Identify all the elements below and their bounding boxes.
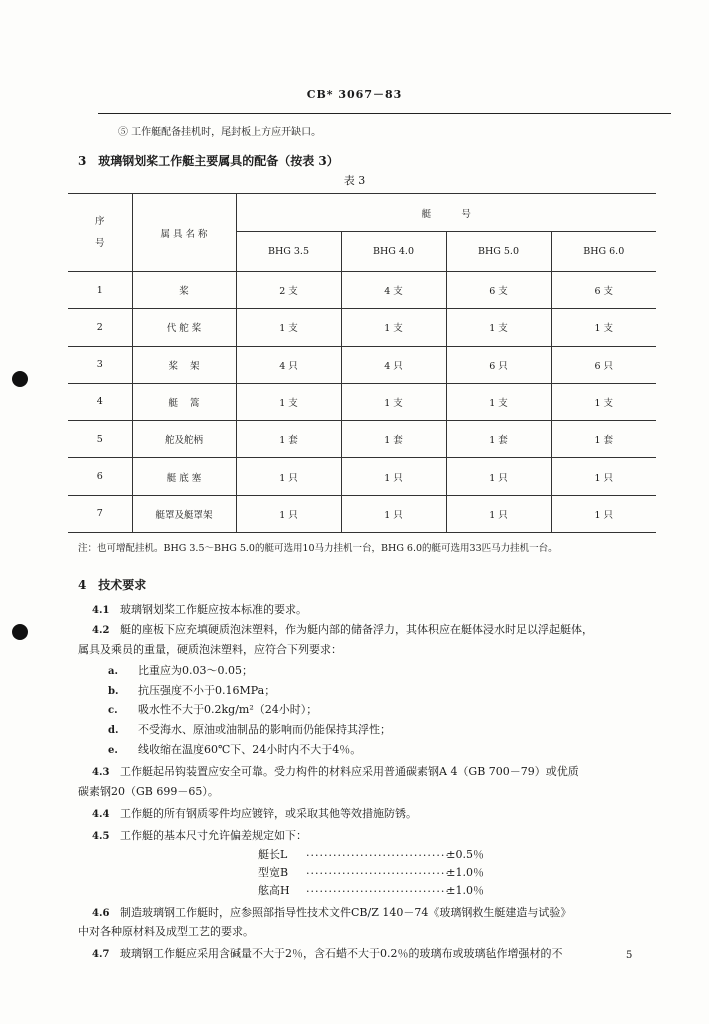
clause-text: 制造玻璃钢工作艇时，应参照部指导性技术文件CB/Z 140－74《玻璃钢救生艇建造与试验》 bbox=[120, 906, 572, 919]
cell-value: 1 支 bbox=[341, 383, 446, 420]
requirement-item: d. 不受海水、原油或油制品的影响而仍能保持其浮性； bbox=[108, 723, 391, 736]
equipment-table bbox=[68, 193, 656, 533]
clause-4-7 bbox=[92, 944, 652, 965]
cell-value: 6 支 bbox=[446, 272, 551, 309]
cell-value: 1 支 bbox=[446, 383, 551, 420]
section-3-number: 3 bbox=[78, 154, 87, 168]
clause-text: 艇的座板下应充填硬质泡沫塑料，作为艇内部的储备浮力，其体积应在艇体浸水时足以浮起艇体， bbox=[120, 623, 593, 636]
binder-hole bbox=[12, 624, 28, 640]
cell-value: 1 只 bbox=[341, 495, 446, 532]
cell-value: 1 套 bbox=[236, 421, 341, 458]
cell-value: 1 支 bbox=[236, 383, 341, 420]
table-row bbox=[68, 309, 656, 346]
clause-number: 4.2 bbox=[92, 625, 110, 636]
leader-dots: ································ bbox=[306, 849, 450, 862]
cell-seq: 5 bbox=[68, 421, 132, 458]
cell-value: 1 支 bbox=[341, 309, 446, 346]
clause-4-6-cont: 中对各种原材料及成型工艺的要求。 bbox=[78, 925, 254, 938]
clause-text: 工作艇的基本尺寸允许偏差规定如下： bbox=[120, 829, 307, 842]
requirement-item: a. 比重应为0.03～0.05； bbox=[108, 664, 253, 677]
clause-4-1 bbox=[92, 600, 307, 621]
cell-value: 4 只 bbox=[341, 346, 446, 383]
header-rule bbox=[98, 113, 671, 114]
section-3-heading bbox=[78, 152, 339, 169]
tolerance-row: 舷高H ································±1.0％ bbox=[258, 884, 484, 898]
cell-seq: 3 bbox=[68, 346, 132, 383]
cell-value: 1 只 bbox=[236, 495, 341, 532]
section-4-title: 技术要求 bbox=[98, 578, 147, 592]
cell-seq: 2 bbox=[68, 309, 132, 346]
page-number: 5 bbox=[626, 950, 633, 961]
cell-seq: 6 bbox=[68, 458, 132, 495]
table-row bbox=[68, 421, 656, 458]
header-seq: 序 号 bbox=[68, 194, 132, 272]
clause-number: 4.6 bbox=[92, 908, 110, 919]
cell-value: 1 支 bbox=[446, 309, 551, 346]
header-model: 艇 号 bbox=[236, 194, 656, 232]
clause-text: 工作艇的所有钢质零件均应镀锌，或采取其他等效措施防锈。 bbox=[120, 807, 417, 820]
cell-name: 舵及舵柄 bbox=[132, 421, 236, 458]
requirement-item: b. 抗压强度不小于0.16MPa； bbox=[108, 684, 276, 697]
cell-name: 艇 篙 bbox=[132, 383, 236, 420]
cell-value: 1 只 bbox=[446, 458, 551, 495]
cell-value: 1 只 bbox=[236, 458, 341, 495]
binder-hole bbox=[12, 371, 28, 387]
cell-value: 6 只 bbox=[446, 346, 551, 383]
note-item-5: ⑤ 工作艇配备挂机时，尾封板上方应开缺口。 bbox=[118, 127, 322, 138]
cell-seq: 7 bbox=[68, 495, 132, 532]
cell-value: 1 只 bbox=[446, 495, 551, 532]
table-row bbox=[68, 272, 656, 309]
cell-value: 1 只 bbox=[551, 495, 656, 532]
cell-value: 4 只 bbox=[236, 346, 341, 383]
tolerance-row: 型宽B ································±1.0％ bbox=[258, 866, 484, 880]
requirement-item: e. 线收缩在温度60℃下、24小时内不大于4％。 bbox=[108, 743, 362, 756]
cell-name: 桨 架 bbox=[132, 346, 236, 383]
cell-value: 2 支 bbox=[236, 272, 341, 309]
clause-4-5 bbox=[92, 826, 307, 847]
cell-value: 1 支 bbox=[551, 309, 656, 346]
table-footnote: 注：也可增配挂机。BHG 3.5～BHG 5.0的艇可选用10马力挂机一台，BHG 6.0的艇可选用33匹马力挂机一台。 bbox=[78, 543, 558, 554]
leader-dots: ································ bbox=[306, 867, 450, 880]
cell-value: 1 只 bbox=[341, 458, 446, 495]
cell-name: 代 舵 桨 bbox=[132, 309, 236, 346]
table-row bbox=[68, 458, 656, 495]
header-item-name: 属 具 名 称 bbox=[132, 194, 236, 272]
tolerance-row: 艇长L ································±0.5％ bbox=[258, 848, 484, 862]
clause-number: 4.1 bbox=[92, 605, 110, 616]
clause-number: 4.4 bbox=[92, 809, 110, 820]
clause-4-2-cont: 属具及乘员的重量，硬质泡沫塑料，应符合下列要求： bbox=[78, 643, 342, 656]
cell-value: 1 只 bbox=[551, 458, 656, 495]
cell-name: 艇 底 塞 bbox=[132, 458, 236, 495]
clause-4-6 bbox=[92, 903, 571, 924]
cell-seq: 4 bbox=[68, 383, 132, 420]
leader-dots: ································ bbox=[306, 885, 450, 898]
standard-code: CB* 3067－83 bbox=[306, 88, 403, 101]
clause-number: 4.3 bbox=[92, 767, 110, 778]
model-header: BHG 6.0 bbox=[551, 232, 656, 272]
cell-value: 4 支 bbox=[341, 272, 446, 309]
section-4-heading bbox=[78, 576, 146, 593]
section-3-title: 玻璃钢划桨工作艇主要属具的配备（按表 3） bbox=[98, 154, 339, 168]
model-header: BHG 5.0 bbox=[446, 232, 551, 272]
cell-seq: 1 bbox=[68, 272, 132, 309]
table-row bbox=[68, 346, 656, 383]
clause-4-3 bbox=[92, 762, 579, 783]
cell-value: 1 套 bbox=[446, 421, 551, 458]
section-4-number: 4 bbox=[78, 578, 87, 592]
clause-number: 4.7 bbox=[92, 949, 110, 960]
table-row bbox=[68, 383, 656, 420]
clause-4-3-cont: 碳素钢20（GB 699－65）。 bbox=[78, 785, 219, 798]
cell-value: 1 支 bbox=[551, 383, 656, 420]
clause-4-4 bbox=[92, 804, 417, 825]
clause-text: 玻璃钢划桨工作艇应按本标准的要求。 bbox=[120, 603, 307, 616]
cell-value: 6 支 bbox=[551, 272, 656, 309]
cell-name: 艇罩及艇罩架 bbox=[132, 495, 236, 532]
cell-value: 6 只 bbox=[551, 346, 656, 383]
cell-name: 桨 bbox=[132, 272, 236, 309]
cell-value: 1 套 bbox=[551, 421, 656, 458]
clause-text: 工作艇起吊钩装置应安全可靠。受力构件的材料应采用普通碳素钢A 4（GB 700－79）或优质 bbox=[120, 765, 579, 778]
requirement-item: c. 吸水性不大于0.2kg/m²（24小时）； bbox=[108, 703, 318, 716]
model-header: BHG 3.5 bbox=[236, 232, 341, 272]
cell-value: 1 支 bbox=[236, 309, 341, 346]
table-row bbox=[68, 495, 656, 532]
model-header: BHG 4.0 bbox=[341, 232, 446, 272]
table-3-title: 表 3 bbox=[343, 174, 366, 187]
clause-number: 4.5 bbox=[92, 831, 110, 842]
cell-value: 1 套 bbox=[341, 421, 446, 458]
clause-4-2 bbox=[92, 620, 593, 641]
clause-text: 玻璃钢工作艇应采用含碱量不大于2％，含石蜡不大于0.2％的玻璃布或玻璃毡作增强材的不 bbox=[120, 947, 563, 960]
